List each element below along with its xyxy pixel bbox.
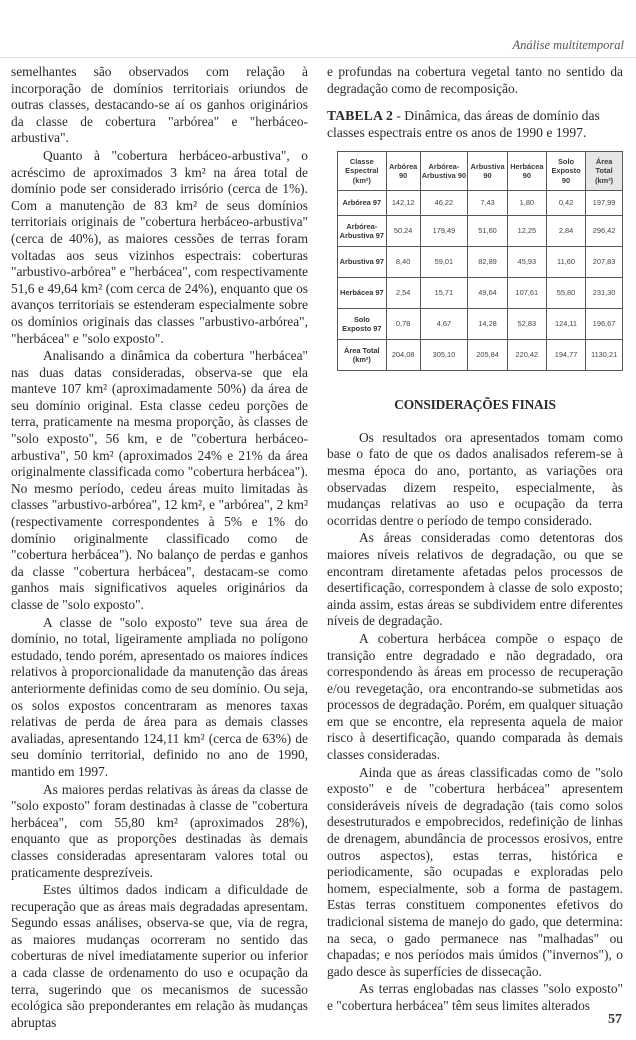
page-number: 57 (608, 1012, 622, 1027)
paragraph: semelhantes são observados com relação à incorporação de domínios territoriais oriundos de outras classes, destacando-se aí os ganhos originários da classe de cobertura "arbórea" e "herbáceo-arbustiva". (11, 64, 308, 146)
table-cell: 142,12 (386, 191, 420, 216)
row-header: Arbustiva 97 (338, 247, 387, 278)
table-row (338, 216, 623, 247)
table-cell: 0,42 (546, 191, 585, 216)
paragraph: e profundas na cobertura vegetal tanto no sentido da degradação como de recomposição. (327, 64, 623, 96)
table-cell: 8,40 (386, 247, 420, 278)
table-cell: 207,83 (586, 247, 623, 278)
table-cell: 11,60 (546, 247, 585, 278)
table-label: TABELA 2 (327, 108, 393, 124)
table-cell: 196,67 (586, 309, 623, 340)
column-header: Classe Espectral (km²) (338, 152, 387, 191)
table-row (338, 309, 623, 340)
table-cell: 305,10 (420, 340, 468, 371)
table-cell: 107,61 (507, 278, 546, 309)
table-cell: 14,28 (468, 309, 508, 340)
paragraph: Os resultados ora apresentados tomam como base o fato de que os dados analisados referem-se à mesma época do ano, portanto, as variações ora observadas dizem respeito, especialmente, às mudanças relativas ao uso e ocupação da terra ocorridas dentre o período de tempo considerado. (327, 429, 623, 528)
table-row (338, 340, 623, 371)
right-column (327, 64, 623, 1015)
row-header: Solo Exposto 97 (338, 309, 387, 340)
table-cell: 205,84 (468, 340, 508, 371)
table-cell: 50,24 (386, 216, 420, 247)
column-header: Solo Exposto 90 (546, 152, 585, 191)
table-cell: 15,71 (420, 278, 468, 309)
header-rule (0, 57, 636, 58)
paragraph: A cobertura herbácea compõe o espaço de transição entre degradado e não degradado, ora correspondendo às áreas em processo de recuperação e/ou revegetação, ora encontrando-se submetidas aos processos de degradação. Porém, em qualquer situação em que se encontre, ela representa aquela de maior risco à desertificação, quando comparada às demais classes consideradas. (327, 630, 623, 763)
table-cell: 55,80 (546, 278, 585, 309)
table-cell: 51,60 (468, 216, 508, 247)
table-cell: 194,77 (546, 340, 585, 371)
row-header: Herbácea 97 (338, 278, 387, 309)
table-cell: 7,43 (468, 191, 508, 216)
row-header: Área Total (km²) (338, 340, 387, 371)
table-caption-text: - Dinâmica, das áreas de domínio das classes espectrais entre os anos de 1990 e 1997. (327, 108, 600, 141)
table-row (338, 247, 623, 278)
paragraph: A classe de "solo exposto" teve sua área de domínio, no total, ligeiramente ampliada no polígono estudado, tendo porém, apresentado os maiores índices relativos à proporcionalidade da manutenção das áreas anteriormente definidas como de seu domínio. Ou seja, os solos expostos concentraram as menores taxas relativas de perda de área para as demais classes avaliadas, apresentando 124,11 km² (cerca de 63%) de seu domínio territorial, definido no ano de 1990, mantido em 1997. (11, 614, 308, 779)
paragraph: Estes últimos dados indicam a dificuldade de recuperação que as áreas mais degradadas apresentam. Segundo essas análises, observa-se que, via de regra, as maiores mudanças ocorreram no sentido das coberturas de nível imediatamente superior ou inferior a cada classe de ordenamento do uso e ocupação da terra, sugerindo que os mecanismos de sucessão ecológica são preponderantes em relação às mudanças abruptas (11, 882, 308, 1030)
paragraph: As terras englobadas nas classes "solo exposto" e "cobertura herbácea" têm seus limites alterados (327, 981, 623, 1013)
table-cell: 82,89 (468, 247, 508, 278)
row-header: Arbórea-Arbustiva 97 (338, 216, 387, 247)
column-header: Arbustiva 90 (468, 152, 508, 191)
running-head: Análise multitemporal (512, 38, 624, 52)
table-cell: 12,25 (507, 216, 546, 247)
paragraph: Analisando a dinâmica da cobertura "herbácea" nas duas datas consideradas, observa-se que ela manteve 107 km² (aproximadamente 50%) da área de seu domínio original. Esta classe cedeu porções de terra, praticamente na mesma proporção, às classes de "solo exposto", 56 km, e de "cobertura herbáceo-arbustiva", 50 km² (aproximados 24% e 21% da área originalmente classificada como "cobertura herbácea"). No mesmo período, cedeu áreas muito limitadas às classes "arbustivo-arbórea", 12 km², e "arbórea", 2 km² (respectivamente correspondentes à 5% e 1% do domínio originalmente classificado como de "cobertura herbácea"). No balanço de perdas e ganhos da classe "cobertura herbácea", destacam-se como ganhos mais significativos aqueles originários da classe de "solo exposto". (11, 348, 308, 612)
table-cell: 49,64 (468, 278, 508, 309)
paragraph: As áreas consideradas como detentoras dos maiores níveis relativos de degradação, ou que se encontram diretamente afetadas pelos processos de desertificação, correspondem à classe de solo exposto; ainda assim, estas áreas se subdividem entre diferentes níveis de degradação. (327, 530, 623, 629)
section-title: CONSIDERAÇÕES FINAIS (394, 397, 556, 413)
table-cell: 124,11 (546, 309, 585, 340)
dynamics-table (337, 151, 623, 371)
table-cell: 179,49 (420, 216, 468, 247)
table-cell: 0,78 (386, 309, 420, 340)
table-row (338, 278, 623, 309)
table-cell: 197,99 (586, 191, 623, 216)
row-header: Arbórea 97 (338, 191, 387, 216)
table-cell: 1130,21 (586, 340, 623, 371)
paragraph: As maiores perdas relativas às áreas da classe de "solo exposto" foram destinadas à classe de "cobertura herbácea", com 55,80 km² (aproximados 28%), enquanto que as proporções destinadas às demais classes consideradas apresentaram valores total ou praticamente desprezíveis. (11, 781, 308, 880)
table-caption (327, 107, 623, 141)
paragraph: Quanto à "cobertura herbáceo-arbustiva", o acréscimo de aproximados 3 km² na área total de domínio pode ser considerado irrisório (cerca de 1%). Com a manutenção de 83 km² de seus domínios territoriais originais de "cobertura herbáceo-arbustiva" (cerca de 40%), as maiores cessões de terras foram voltadas aos seus vizinhos espectrais: coberturas "arbustivo-arbórea" e "herbácea", com respectivamente 51,6 e 49,64 km² (com cerca de 24%), enquanto que os avanços territoriais se estenderam especialmente sobre os domínios originais das classes "arbustivo-arbórea", "herbácea" e "solo exposto". (11, 147, 308, 346)
table-cell: 2,84 (546, 216, 585, 247)
left-column (11, 64, 308, 1031)
table-cell: 296,42 (586, 216, 623, 247)
table-cell: 220,42 (507, 340, 546, 371)
table-cell: 2,54 (386, 278, 420, 309)
table-cell: 204,08 (386, 340, 420, 371)
table-row (338, 191, 623, 216)
column-header: Área Total (km²) (586, 152, 623, 191)
table-cell: 46,22 (420, 191, 468, 216)
table-cell: 1,80 (507, 191, 546, 216)
column-header: Arbórea 90 (386, 152, 420, 191)
table-cell: 45,93 (507, 247, 546, 278)
table-cell: 59,01 (420, 247, 468, 278)
paragraph: Ainda que as áreas classificadas como de "solo exposto" e de "cobertura herbácea" apresentem consideráveis níveis de degradação (tais como solos desestruturados e empobrecidos, redefinição de linhas de drenagem, abundância de processos erosivos, entre outros aspectos), estas terras, histórica e periodicamente, são ocupadas e exploradas pelo homem, especialmente, sob a forma de pastagem. Estas terras constituem componentes efetivos do tradicional sistema de manejo do gado, que determina: na seca, o gado permanece nas "malhadas" ou chapadas; e nos períodos mais úmidos ("invernos"), o gado desce às superfícies de dissecação. (327, 764, 623, 979)
column-header: Herbácea 90 (507, 152, 546, 191)
table-header-row (338, 152, 623, 191)
table-cell: 52,83 (507, 309, 546, 340)
column-header: Arbórea-Arbustiva 90 (420, 152, 468, 191)
table-cell: 4,67 (420, 309, 468, 340)
table-cell: 231,30 (586, 278, 623, 309)
